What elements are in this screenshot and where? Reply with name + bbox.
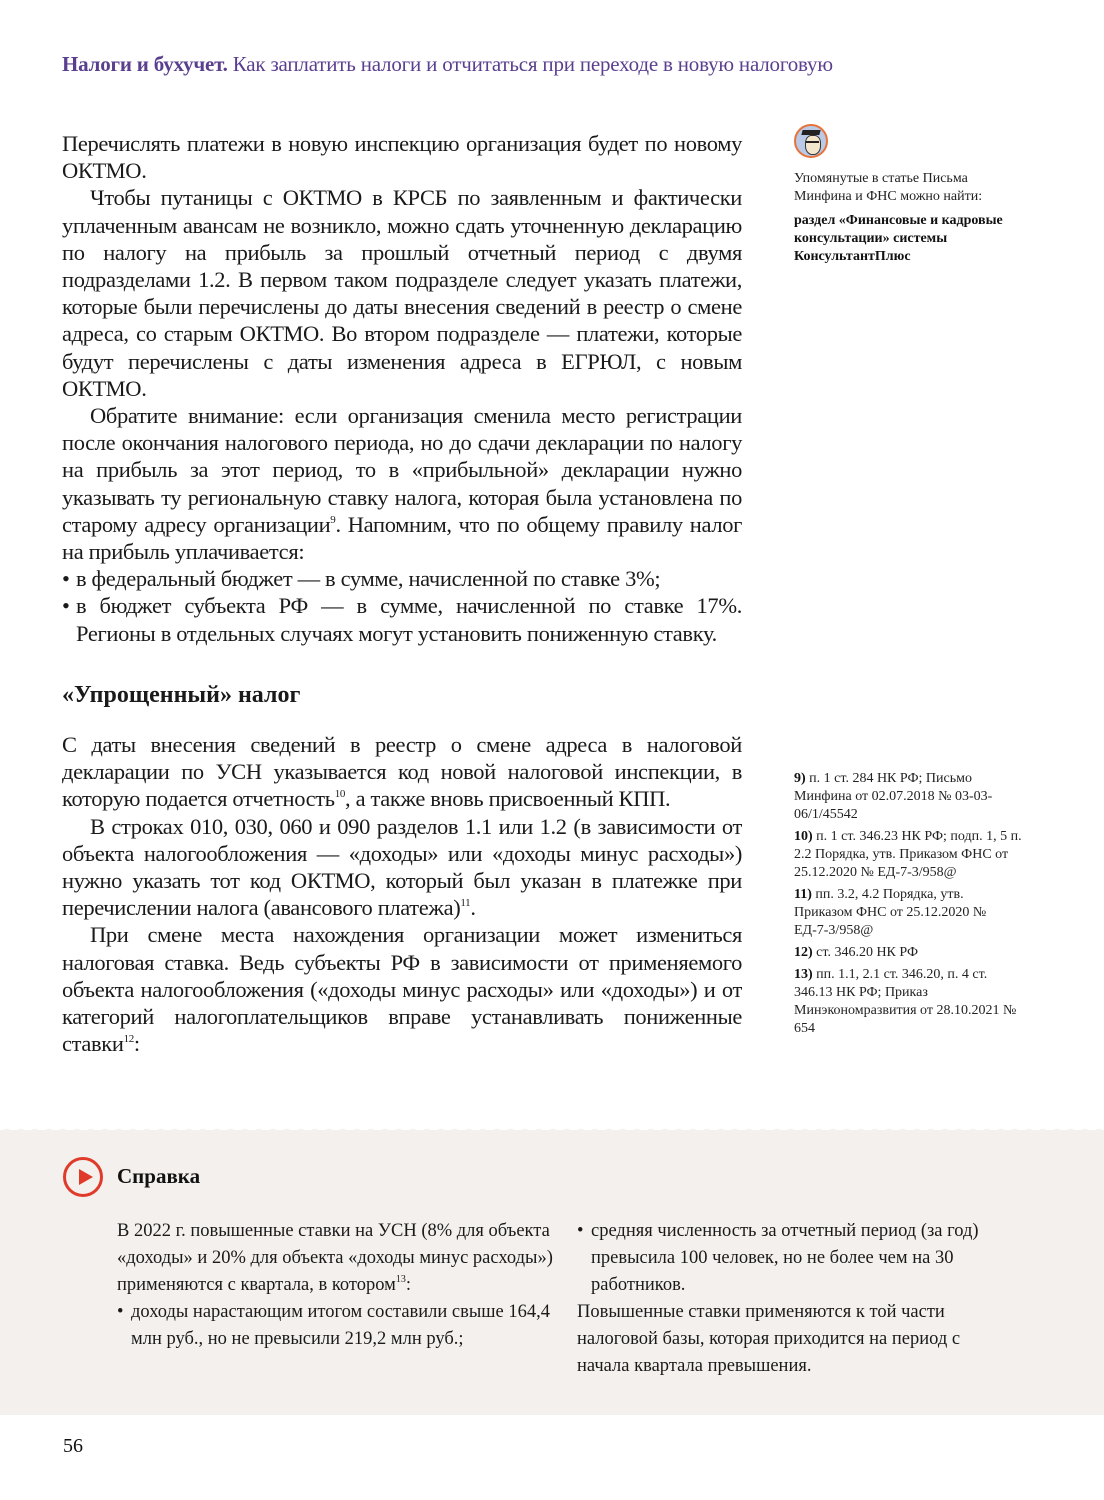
footnote-number: 9) [794, 771, 806, 786]
info-box-left-column [117, 1218, 557, 1353]
footnote-ref[interactable]: 9 [330, 513, 336, 526]
bullet-icon: • [577, 1221, 584, 1241]
footnote-text: п. 1 ст. 284 НК РФ; Письмо Минфина от 02.07.2018 № 03-03-06/1/45542 [794, 771, 993, 822]
paragraph [62, 813, 742, 922]
paragraph [62, 921, 742, 1057]
info-box-closing: Повышенные ставки применяются к той части налоговой базы, которая приходится на период с начала квартала превышения. [577, 1302, 961, 1376]
footnote [794, 944, 1024, 962]
bullet-icon: • [62, 593, 70, 619]
info-box-text: : [405, 1275, 412, 1295]
consultant-avatar-icon [794, 124, 828, 158]
paragraph-text: В строках 010, 030, 060 и 090 разделов 1.1 или 1.2 (в зависимости от объекта налогообложения — «доходы» или «доходы минус расходы») нужно указать тот код ОКТМО, который был указан в платежке при перечислении налога (авансового платежа) [62, 813, 742, 921]
footnote [794, 828, 1024, 882]
footnote-number: 11) [794, 887, 812, 902]
footnote-text: ст. 346.20 НК РФ [816, 945, 919, 960]
section-text [62, 731, 742, 1057]
section-heading: «Упрощенный» налог [62, 682, 301, 708]
paragraph-text: Обратите внимание: если организация сменила место регистрации после окончания налогового периода, но до сдачи декларации по налогу на прибыль за этот период, то в «прибыльной» декларации нужно указывать ту региональную ставку налога, которая была установлена по старому адресу организации [62, 403, 742, 537]
list-item [62, 565, 742, 592]
list-item [577, 1218, 1017, 1299]
footnote [794, 886, 1024, 940]
list-item-text: в федеральный бюджет — в сумме, начисленной по ставке 3%; [76, 566, 661, 592]
paragraph [62, 731, 742, 813]
paragraph: Чтобы путаницы с ОКТМО в КРСБ по заявленным и фактически уплаченным авансам не возникло, можно сдать уточненную декларацию по налогу на прибыль за прошлый отчетный период с двумя подразделами 1.2. В первом таком подразделе следует указать платежи, которые были перечислены до даты внесения сведений в реестр о смене адреса, со старым ОКТМО. Во втором подразделе — платежи, которые будут перечислены с даты изменения адреса в ЕГРЮЛ, с новым ОКТМО. [62, 185, 742, 401]
list-item [62, 592, 742, 646]
footnote-ref[interactable]: 11 [460, 897, 471, 910]
paragraph: Перечислять платежи в новую инспекцию организация будет по новому ОКТМО. [62, 131, 742, 184]
bullet-list [577, 1218, 1017, 1299]
footnote-text: п. 1 ст. 346.23 НК РФ; подп. 1, 5 п. 2.2 Порядка, утв. Приказом ФНС от 25.12.2020 № ЕД-7-3/958@ [794, 829, 1022, 880]
footnote-text: пп. 3.2, 4.2 Порядка, утв. Приказом ФНС от 25.12.2020 № ЕД-7-3/958@ [794, 887, 987, 938]
sidenote [794, 124, 1024, 266]
list-item-text: в бюджет субъекта РФ — в сумме, начисленной по ставке 17%. Регионы в отдельных случаях могут установить пониженную ставку. [76, 593, 742, 646]
info-box-title: Справка [117, 1164, 201, 1188]
footnotes [794, 770, 1024, 1042]
info-box [0, 1130, 1104, 1415]
footnote-number: 12) [794, 945, 813, 960]
bullet-icon: • [117, 1302, 124, 1322]
bullet-list [117, 1299, 557, 1353]
footnote-number: 10) [794, 829, 813, 844]
paragraph-text: С даты внесения сведений в реестр о смене адреса в налоговой декларации по УСН указывается код новой налоговой инспекции, в которую подается отчетность [62, 732, 742, 812]
footnote-ref[interactable]: 12 [123, 1033, 134, 1046]
bullet-icon: • [62, 566, 70, 592]
paragraph-text: . Напомним, что по общему правилу налог на прибыль уплачивается: [62, 511, 742, 565]
page-number: 56 [63, 1435, 83, 1457]
play-circle-icon [63, 1157, 103, 1197]
main-text-column [62, 130, 742, 647]
list-item-text: средняя численность за отчетный период (за год) превысила 100 человек, но не более чем на 30 работников. [591, 1221, 979, 1295]
paragraph-text: При смене места нахождения организации может измениться налоговая ставка. Ведь субъекты РФ в зависимости от применяемого объекта налогообложения («доходы минус расходы» или «доходы») и от категорий налогоплательщиков вправе устанавливать пониженные ставки [62, 922, 742, 1057]
footnote-ref[interactable]: 10 [334, 788, 346, 801]
paragraph-text: , а также вновь присвоенный КПП. [345, 786, 671, 812]
sidenote-source: раздел «Финансовые и кадровые консультации» системы КонсультантПлюс [794, 213, 1003, 264]
paragraph-text: . [470, 895, 476, 921]
list-item-text: доходы нарастающим итогом составили свыше 164,4 млн руб., но не превысили 219,2 млн руб.; [131, 1302, 551, 1349]
paragraph [62, 402, 742, 565]
running-head [62, 52, 833, 77]
list-item [117, 1299, 557, 1353]
paragraph-text: : [133, 1031, 140, 1057]
sidenote-intro: Упомянутые в статье Письма Минфина и ФНС можно найти: [794, 171, 983, 204]
info-box-right-column [577, 1218, 1017, 1380]
footnote [794, 770, 1024, 824]
scalloped-edge [0, 1126, 1104, 1134]
info-box-text: В 2022 г. повышенные ставки на УСН (8% для объекта «доходы» и 20% для объекта «доходы минус расходы») применяются с квартала, в котором [117, 1221, 553, 1295]
running-head-title: Как заплатить налоги и отчитаться при переходе в новую налоговую [232, 52, 833, 76]
footnote-number: 13) [794, 967, 813, 982]
info-box-intro [117, 1218, 557, 1299]
bullet-list [62, 565, 742, 647]
footnote-text: пп. 1.1, 2.1 ст. 346.20, п. 4 ст. 346.13 НК РФ; Приказ Минэкономразвития от 28.10.2021 № 654 [794, 967, 1017, 1036]
footnote-ref[interactable]: 13 [395, 1274, 406, 1285]
footnote [794, 966, 1024, 1038]
running-head-section: Налоги и бухучет. [62, 52, 228, 76]
